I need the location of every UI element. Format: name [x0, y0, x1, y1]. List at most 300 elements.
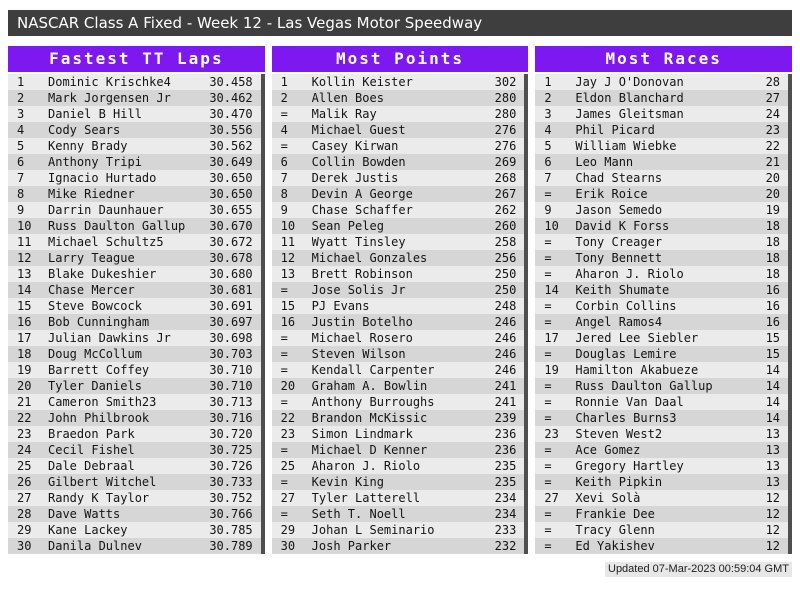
- driver-name: David K Forss: [575, 219, 670, 233]
- table-row: [272, 378, 525, 394]
- rank-cell: 12: [280, 251, 296, 265]
- rank-cell: 7: [17, 171, 25, 185]
- table-row: [272, 218, 525, 234]
- rank-cell: 15: [280, 299, 296, 313]
- board-fastest-tt-laps: [8, 46, 265, 554]
- driver-name: Tracy Glenn: [575, 523, 655, 537]
- table-row: [272, 74, 525, 90]
- value-cell: 18: [765, 219, 781, 233]
- driver-name: Sean Peleg: [311, 219, 384, 233]
- rank-cell: 29: [17, 523, 32, 537]
- driver-name: Dale Debraal: [48, 459, 135, 473]
- rank-cell: 16: [280, 315, 296, 329]
- driver-name: Kenny Brady: [48, 139, 128, 153]
- table-row: [272, 522, 525, 538]
- driver-name: Russ Daulton Gallup: [575, 379, 713, 393]
- table-row: [272, 154, 525, 170]
- rank-cell: 11: [280, 235, 296, 249]
- driver-name: William Wiebke: [575, 139, 677, 153]
- rank-cell: 6: [280, 155, 288, 169]
- value-cell: 246: [494, 347, 517, 361]
- table-row: [8, 74, 261, 90]
- driver-name: Charles Burns3: [575, 411, 677, 425]
- value-cell: 30.650: [209, 171, 253, 185]
- driver-name: Josh Parker: [311, 539, 392, 553]
- value-cell: 235: [494, 459, 517, 473]
- value-cell: 260: [494, 219, 517, 233]
- rank-cell: 14: [544, 283, 559, 297]
- value-cell: 30.678: [209, 251, 253, 265]
- rank-cell: =: [280, 475, 288, 489]
- table-row: [535, 330, 788, 346]
- driver-name: Danila Dulnev: [48, 539, 142, 553]
- driver-name: Casey Kirwan: [311, 139, 399, 153]
- table-row: [272, 458, 525, 474]
- table-row: [272, 202, 525, 218]
- driver-name: Eldon Blanchard: [575, 91, 684, 105]
- table-row: [535, 266, 788, 282]
- value-cell: 233: [494, 523, 517, 537]
- board-rows-most-points: [272, 74, 529, 554]
- driver-name: PJ Evans: [311, 299, 370, 313]
- rank-cell: 28: [17, 507, 32, 521]
- rank-cell: 15: [17, 299, 32, 313]
- rank-cell: =: [280, 331, 288, 345]
- driver-name: Justin Botelho: [311, 315, 413, 329]
- driver-name: Jose Solis Jr: [311, 283, 406, 297]
- rank-cell: 9: [544, 203, 552, 217]
- value-cell: 18: [765, 251, 781, 265]
- rank-cell: 2: [280, 91, 288, 105]
- value-cell: 234: [494, 507, 517, 521]
- driver-name: Phil Picard: [575, 123, 655, 137]
- value-cell: 234: [494, 491, 517, 505]
- value-cell: 246: [494, 363, 517, 377]
- driver-name: Graham A. Bowlin: [311, 379, 428, 393]
- table-row: [8, 154, 261, 170]
- table-row: [535, 186, 788, 202]
- driver-name: Tony Creager: [575, 235, 663, 249]
- value-cell: 20: [765, 187, 781, 201]
- driver-name: Johan L Seminario: [311, 523, 435, 537]
- rank-cell: 12: [17, 251, 32, 265]
- driver-name: Hamilton Akabueze: [575, 363, 699, 377]
- table-row: [535, 170, 788, 186]
- table-row: [535, 154, 788, 170]
- value-cell: 30.650: [209, 187, 253, 201]
- driver-name: Malik Ray: [311, 107, 377, 121]
- value-cell: 239: [494, 411, 517, 425]
- value-cell: 14: [765, 395, 781, 409]
- leaderboards: [8, 46, 792, 554]
- rank-cell: 11: [17, 235, 32, 249]
- table-row: [8, 314, 261, 330]
- value-cell: 15: [765, 331, 781, 345]
- driver-name: Keith Shumate: [575, 283, 670, 297]
- value-cell: 269: [494, 155, 517, 169]
- table-row: [535, 202, 788, 218]
- value-cell: 30.720: [209, 427, 253, 441]
- rank-cell: 23: [544, 427, 559, 441]
- driver-name: Cody Sears: [48, 123, 121, 137]
- value-cell: 30.713: [209, 395, 253, 409]
- value-cell: 241: [494, 395, 517, 409]
- table-row: [272, 234, 525, 250]
- value-cell: 30.672: [209, 235, 253, 249]
- driver-name: Michael Schultz5: [48, 235, 164, 249]
- rank-cell: =: [544, 299, 552, 313]
- rank-cell: 27: [544, 491, 559, 505]
- updated-timestamp: Updated 07-Mar-2023 00:59:04 GMT: [605, 562, 792, 577]
- driver-name: Larry Teague: [48, 251, 135, 265]
- rank-cell: =: [280, 347, 288, 361]
- rank-cell: 17: [544, 331, 559, 345]
- rank-cell: =: [544, 523, 552, 537]
- driver-name: Brandon McKissic: [311, 411, 428, 425]
- value-cell: 232: [494, 539, 517, 553]
- table-row: [272, 538, 525, 554]
- value-cell: 14: [765, 379, 781, 393]
- rank-cell: 7: [280, 171, 288, 185]
- value-cell: 262: [494, 203, 517, 217]
- table-row: [272, 426, 525, 442]
- rank-cell: 1: [280, 75, 288, 89]
- rank-cell: =: [280, 443, 288, 457]
- value-cell: 258: [494, 235, 517, 249]
- rank-cell: =: [280, 107, 288, 121]
- driver-name: Kendall Carpenter: [311, 363, 435, 377]
- rank-cell: 5: [544, 139, 552, 153]
- table-row: [8, 346, 261, 362]
- rank-cell: 20: [280, 379, 296, 393]
- rank-cell: 27: [17, 491, 32, 505]
- rank-cell: =: [544, 539, 552, 553]
- driver-name: Steve Bowcock: [48, 299, 142, 313]
- rank-cell: 19: [17, 363, 32, 377]
- driver-name: Douglas Lemire: [575, 347, 677, 361]
- driver-name: Barrett Coffey: [48, 363, 150, 377]
- value-cell: 27: [765, 91, 781, 105]
- rank-cell: =: [280, 507, 288, 521]
- rank-cell: =: [544, 443, 552, 457]
- value-cell: 13: [765, 443, 781, 457]
- table-row: [8, 298, 261, 314]
- table-row: [8, 362, 261, 378]
- driver-name: Chase Schaffer: [311, 203, 413, 217]
- value-cell: 18: [765, 235, 781, 249]
- driver-name: Erik Roice: [575, 187, 648, 201]
- table-row: [8, 138, 261, 154]
- value-cell: 248: [494, 299, 517, 313]
- driver-name: Blake Dukeshier: [48, 267, 157, 281]
- table-row: [535, 106, 788, 122]
- value-cell: 20: [765, 171, 781, 185]
- driver-name: Randy K Taylor: [48, 491, 150, 505]
- value-cell: 267: [494, 187, 517, 201]
- table-row: [535, 538, 788, 554]
- table-row: [272, 362, 525, 378]
- board-rows-fastest-tt-laps: [8, 74, 265, 554]
- rank-cell: 6: [17, 155, 25, 169]
- table-row: [535, 362, 788, 378]
- rank-cell: =: [544, 347, 552, 361]
- driver-name: Gregory Hartley: [575, 459, 684, 473]
- table-row: [272, 138, 525, 154]
- rank-cell: 4: [544, 123, 552, 137]
- driver-name: Brett Robinson: [311, 267, 413, 281]
- table-row: [535, 218, 788, 234]
- table-row: [535, 458, 788, 474]
- value-cell: 13: [765, 459, 781, 473]
- value-cell: 16: [765, 283, 781, 297]
- value-cell: 12: [765, 523, 781, 537]
- value-cell: 276: [494, 123, 517, 137]
- value-cell: 30.752: [209, 491, 253, 505]
- table-row: [8, 234, 261, 250]
- table-row: [535, 138, 788, 154]
- rank-cell: 16: [17, 315, 32, 329]
- rank-cell: 17: [17, 331, 32, 345]
- rank-cell: =: [544, 475, 552, 489]
- driver-name: Chase Mercer: [48, 283, 135, 297]
- value-cell: 18: [765, 267, 781, 281]
- table-row: [535, 474, 788, 490]
- rank-cell: 29: [280, 523, 296, 537]
- table-row: [272, 314, 525, 330]
- value-cell: 30.691: [209, 299, 253, 313]
- rank-cell: 8: [280, 187, 288, 201]
- table-row: [8, 282, 261, 298]
- rank-cell: =: [544, 459, 552, 473]
- driver-name: Jay J O'Donovan: [575, 75, 684, 89]
- driver-name: Collin Bowden: [311, 155, 406, 169]
- driver-name: John Philbrook: [48, 411, 150, 425]
- rank-cell: 25: [17, 459, 32, 473]
- driver-name: Jason Semedo: [575, 203, 663, 217]
- driver-name: Tyler Latterell: [311, 491, 421, 505]
- value-cell: 30.726: [209, 459, 253, 473]
- rank-cell: 2: [17, 91, 25, 105]
- table-row: [272, 346, 525, 362]
- value-cell: 22: [765, 139, 781, 153]
- driver-name: Michael D Kenner: [311, 443, 428, 457]
- table-row: [272, 490, 525, 506]
- value-cell: 30.789: [209, 539, 253, 553]
- value-cell: 236: [494, 427, 517, 441]
- driver-name: Steven West2: [575, 427, 663, 441]
- rank-cell: 22: [280, 411, 296, 425]
- table-row: [8, 410, 261, 426]
- table-row: [8, 378, 261, 394]
- table-row: [8, 458, 261, 474]
- driver-name: Wyatt Tinsley: [311, 235, 406, 249]
- table-row: [535, 282, 788, 298]
- rank-cell: 6: [544, 155, 552, 169]
- rank-cell: =: [544, 267, 552, 281]
- value-cell: 16: [765, 315, 781, 329]
- table-row: [535, 122, 788, 138]
- table-row: [8, 170, 261, 186]
- table-row: [8, 186, 261, 202]
- value-cell: 280: [494, 107, 517, 121]
- value-cell: 30.733: [209, 475, 253, 489]
- driver-name: Gilbert Witchel: [48, 475, 157, 489]
- table-row: [535, 410, 788, 426]
- driver-name: Xevi Solà: [575, 491, 641, 505]
- rank-cell: 10: [544, 219, 559, 233]
- board-rows-most-races: [535, 74, 792, 554]
- value-cell: 14: [765, 363, 781, 377]
- rank-cell: 10: [17, 219, 32, 233]
- driver-name: Angel Ramos4: [575, 315, 663, 329]
- table-row: [8, 266, 261, 282]
- rank-cell: 21: [17, 395, 32, 409]
- table-row: [272, 266, 525, 282]
- value-cell: 268: [494, 171, 517, 185]
- driver-name: Kane Lackey: [48, 523, 128, 537]
- value-cell: 30.710: [209, 363, 253, 377]
- rank-cell: =: [280, 283, 288, 297]
- value-cell: 256: [494, 251, 517, 265]
- driver-name: Devin A George: [311, 187, 413, 201]
- table-row: [535, 506, 788, 522]
- table-row: [272, 106, 525, 122]
- driver-name: Dominic Krischke4: [48, 75, 171, 89]
- driver-name: Ronnie Van Daal: [575, 395, 684, 409]
- table-row: [8, 330, 261, 346]
- rank-cell: 23: [280, 427, 296, 441]
- driver-name: Kollin Keister: [311, 75, 413, 89]
- table-row: [535, 298, 788, 314]
- value-cell: 30.670: [209, 219, 253, 233]
- board-most-races: [535, 46, 792, 554]
- table-row: [272, 298, 525, 314]
- table-row: [8, 106, 261, 122]
- value-cell: 30.458: [209, 75, 253, 89]
- value-cell: 30.556: [209, 123, 253, 137]
- driver-name: Dave Watts: [48, 507, 121, 521]
- value-cell: 30.649: [209, 155, 253, 169]
- value-cell: 30.462: [209, 91, 253, 105]
- driver-name: Tony Bennett: [575, 251, 663, 265]
- value-cell: 30.681: [209, 283, 253, 297]
- table-row: [8, 474, 261, 490]
- table-row: [8, 442, 261, 458]
- value-cell: 28: [765, 75, 781, 89]
- rank-cell: 4: [280, 123, 288, 137]
- table-row: [8, 122, 261, 138]
- value-cell: 276: [494, 139, 517, 153]
- driver-name: Steven Wilson: [311, 347, 406, 361]
- driver-name: Derek Justis: [311, 171, 399, 185]
- board-title-fastest-tt-laps: Fastest TT Laps: [8, 46, 265, 72]
- table-row: [272, 442, 525, 458]
- driver-name: Aharon J. Riolo: [575, 267, 684, 281]
- driver-name: Mike Riedner: [48, 187, 135, 201]
- table-row: [535, 522, 788, 538]
- driver-name: Michael Rosero: [311, 331, 413, 345]
- value-cell: 30.680: [209, 267, 253, 281]
- value-cell: 235: [494, 475, 517, 489]
- driver-name: Cecil Fishel: [48, 443, 135, 457]
- driver-name: Daniel B Hill: [48, 107, 142, 121]
- rank-cell: 23: [17, 427, 32, 441]
- table-row: [535, 426, 788, 442]
- driver-name: Anthony Burroughs: [311, 395, 435, 409]
- driver-name: Cameron Smith23: [48, 395, 157, 409]
- table-row: [535, 74, 788, 90]
- table-row: [535, 314, 788, 330]
- value-cell: 21: [765, 155, 781, 169]
- driver-name: Seth T. Noell: [311, 507, 406, 521]
- table-row: [8, 250, 261, 266]
- table-row: [272, 474, 525, 490]
- value-cell: 30.703: [209, 347, 253, 361]
- rank-cell: 30: [280, 539, 296, 553]
- driver-name: Ignacio Hurtado: [48, 171, 157, 185]
- board-most-points: [272, 46, 529, 554]
- table-row: [272, 410, 525, 426]
- table-row: [8, 538, 261, 554]
- rank-cell: 9: [17, 203, 25, 217]
- rank-cell: =: [544, 507, 552, 521]
- rank-cell: 2: [544, 91, 552, 105]
- table-row: [535, 490, 788, 506]
- rank-cell: 8: [17, 187, 25, 201]
- driver-name: Leo Mann: [575, 155, 634, 169]
- rank-cell: 4: [17, 123, 25, 137]
- value-cell: 12: [765, 507, 781, 521]
- table-row: [272, 282, 525, 298]
- value-cell: 13: [765, 427, 781, 441]
- driver-name: Ace Gomez: [575, 443, 641, 457]
- rank-cell: =: [544, 379, 552, 393]
- rank-cell: =: [280, 363, 288, 377]
- rank-cell: 3: [544, 107, 552, 121]
- rank-cell: 9: [280, 203, 288, 217]
- table-row: [535, 346, 788, 362]
- value-cell: 280: [494, 91, 517, 105]
- table-row: [272, 186, 525, 202]
- value-cell: 12: [765, 539, 781, 553]
- driver-name: Ed Yakishev: [575, 539, 655, 553]
- value-cell: 241: [494, 379, 517, 393]
- value-cell: 30.785: [209, 523, 253, 537]
- table-row: [272, 506, 525, 522]
- value-cell: 246: [494, 315, 517, 329]
- rank-cell: 30: [17, 539, 32, 553]
- driver-name: Russ Daulton Gallup: [48, 219, 186, 233]
- rank-cell: =: [544, 187, 552, 201]
- driver-name: Julian Dawkins Jr: [48, 331, 171, 345]
- rank-cell: 26: [17, 475, 32, 489]
- rank-cell: 27: [280, 491, 296, 505]
- driver-name: Keith Pipkin: [575, 475, 663, 489]
- driver-name: Bob Cunningham: [48, 315, 150, 329]
- table-row: [8, 522, 261, 538]
- value-cell: 30.716: [209, 411, 253, 425]
- driver-name: Allen Boes: [311, 91, 384, 105]
- rank-cell: 13: [17, 267, 32, 281]
- value-cell: 14: [765, 411, 781, 425]
- rank-cell: =: [544, 315, 552, 329]
- driver-name: Jered Lee Siebler: [575, 331, 699, 345]
- rank-cell: 25: [280, 459, 296, 473]
- value-cell: 30.766: [209, 507, 253, 521]
- table-row: [535, 90, 788, 106]
- table-row: [8, 394, 261, 410]
- table-row: [8, 218, 261, 234]
